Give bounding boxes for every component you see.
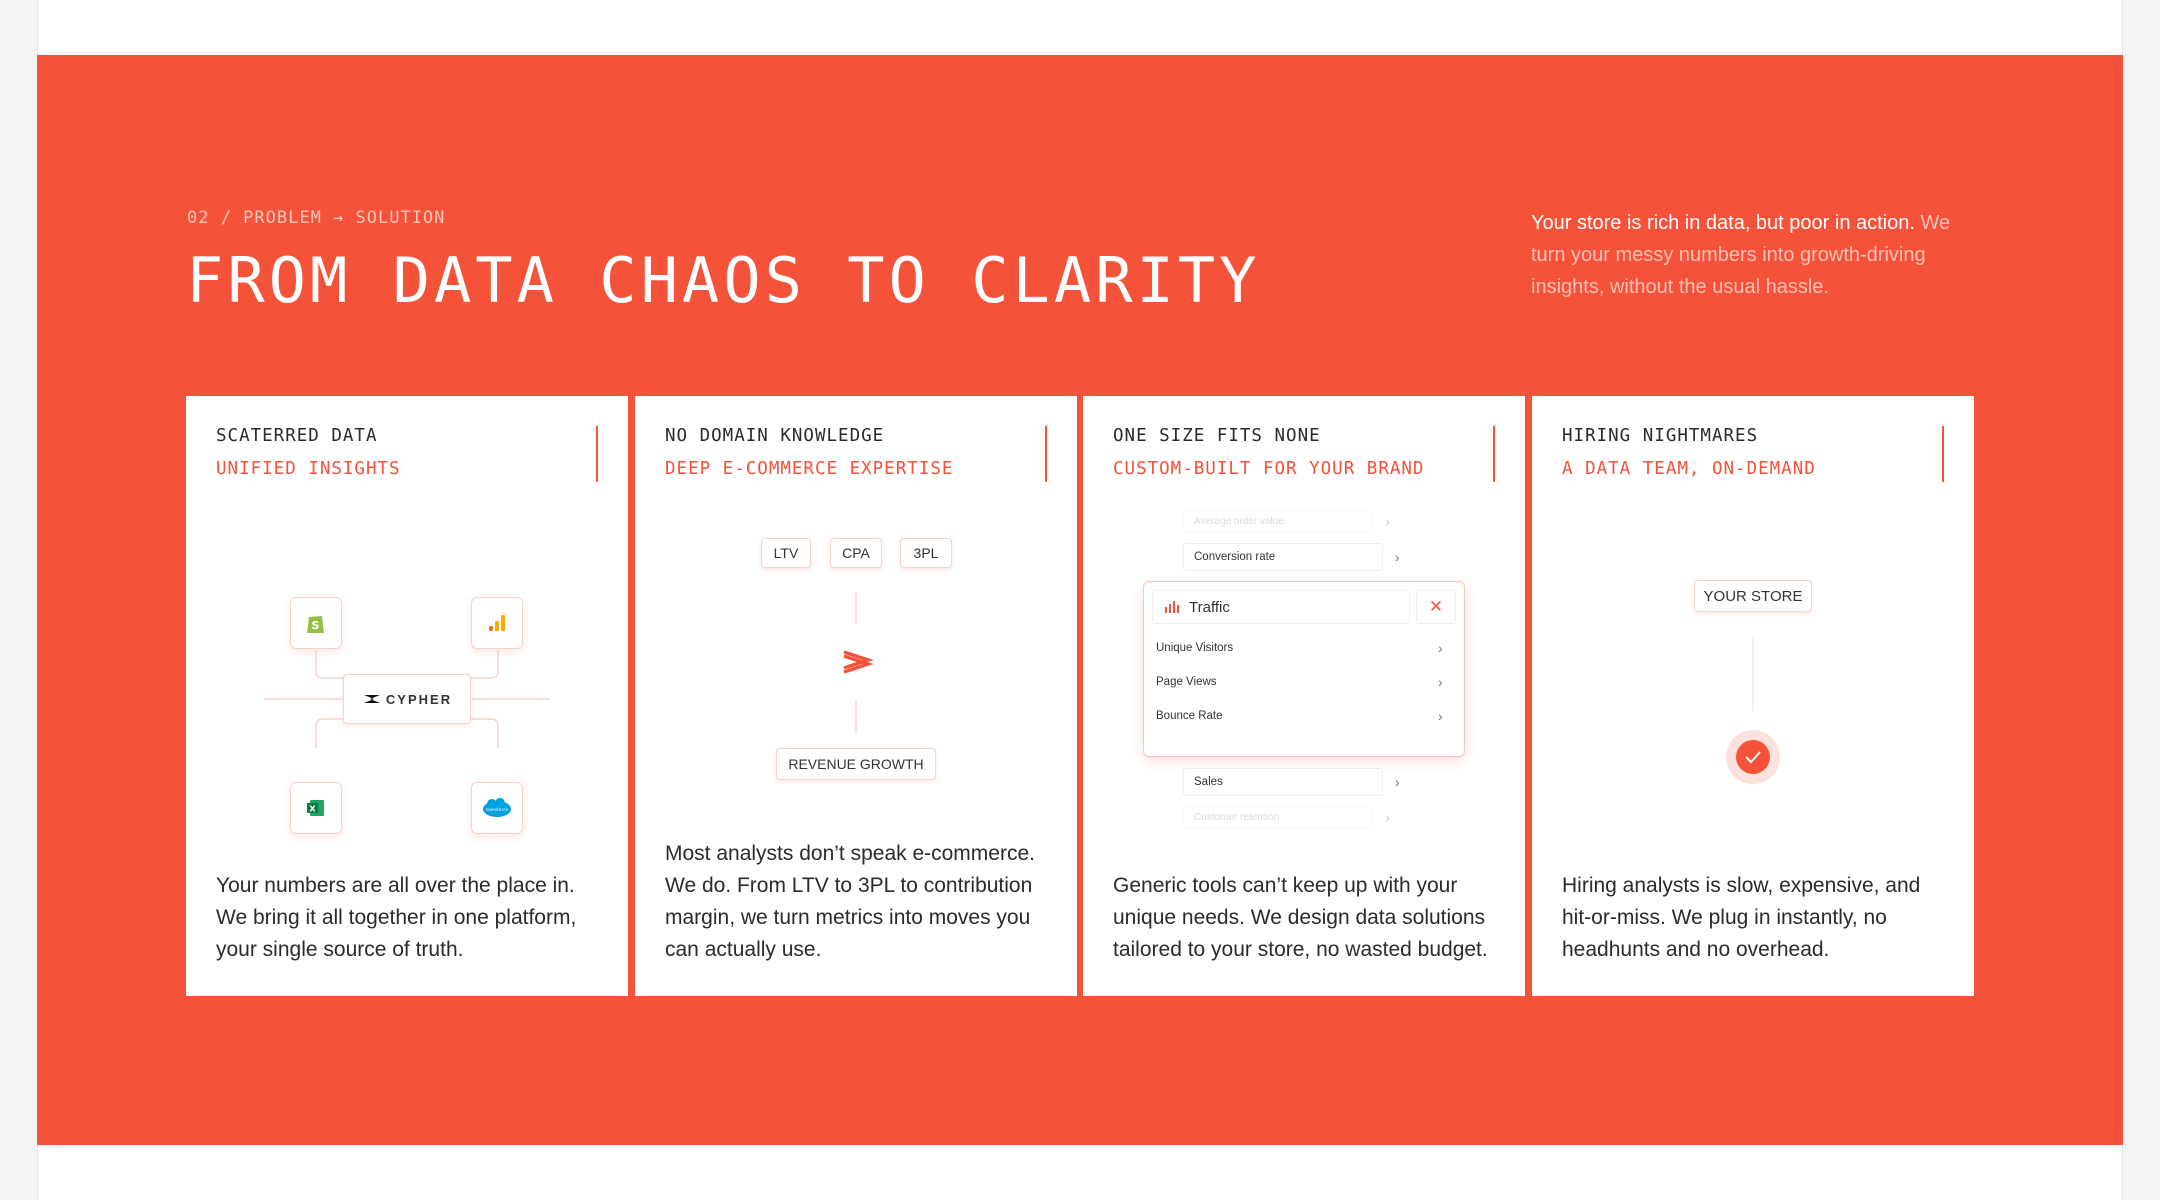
card-hiring: [1532, 396, 1974, 996]
card-title: NO DOMAIN KNOWLEDGE: [665, 426, 885, 446]
custom-menu-illustration: [1083, 496, 1525, 886]
on-demand-illustration: [1532, 496, 1974, 886]
card-accent-bar: [596, 426, 598, 482]
unified-sources-illustration: [186, 496, 628, 886]
cypher-mark-icon: [844, 652, 868, 672]
expertise-illustration: [635, 496, 1077, 886]
metric-chip: LTV: [761, 538, 811, 568]
chevron-right-icon: ›: [1385, 809, 1390, 825]
menu-row: [1183, 510, 1390, 532]
card-title: SCATERRED DATA: [216, 426, 378, 446]
intro-rest: We turn your messy numbers into growth-driving insights, without the usual hassle.: [1531, 212, 1951, 298]
your-store-chip: YOUR STORE: [1694, 580, 1812, 612]
section-title: FROM DATA CHAOS TO CLARITY: [186, 244, 1261, 317]
card-accent-bar: [1942, 426, 1944, 482]
traffic-panel-header: [1152, 590, 1410, 624]
chevron-right-icon: ›: [1438, 708, 1443, 724]
panel-row[interactable]: [1156, 640, 1443, 656]
card-title: HIRING NIGHTMARES: [1562, 426, 1759, 446]
menu-row-label: Customer retention: [1183, 806, 1373, 828]
card-domain-knowledge: [635, 396, 1077, 996]
menu-row-label: Conversion rate: [1183, 543, 1383, 571]
panel-row[interactable]: [1156, 674, 1443, 690]
card-body: Generic tools can’t keep up with your unique needs. We design data solutions tailored to your store, no wasted budget.: [1113, 874, 1488, 961]
check-circle: [1736, 740, 1770, 774]
salesforce-icon: [471, 782, 523, 834]
close-icon[interactable]: ✕: [1416, 590, 1456, 624]
traffic-panel-title: Traffic: [1189, 598, 1230, 616]
section-intro: [1531, 207, 1971, 303]
svg-text:X: X: [309, 804, 316, 814]
card-header: [1113, 426, 1495, 479]
card-subtitle: A DATA TEAM, ON-DEMAND: [1562, 459, 1816, 479]
panel-row-label: Page Views: [1156, 676, 1217, 688]
flow-lines: [635, 496, 1077, 886]
chevron-right-icon: ›: [1438, 674, 1443, 690]
menu-row: [1183, 768, 1400, 796]
menu-row-label: Average order value: [1183, 510, 1373, 532]
panel-row-label: Unique Visitors: [1156, 642, 1234, 654]
section-eyebrow: 02 / PROBLEM → SOLUTION: [187, 208, 446, 228]
menu-row: [1183, 543, 1400, 571]
card-scattered-data: [186, 396, 628, 996]
card-subtitle: CUSTOM-BUILT FOR YOUR BRAND: [1113, 459, 1425, 479]
card-title: ONE SIZE FITS NONE: [1113, 426, 1321, 446]
card-body: Most analysts don’t speak e-commerce. We do. From LTV to 3PL to contribution margin, we turn metrics into moves you can actually use.: [665, 842, 1035, 961]
card-subtitle: UNIFIED INSIGHTS: [216, 459, 401, 479]
card-header: [216, 426, 598, 479]
revenue-growth-chip: REVENUE GROWTH: [776, 748, 936, 780]
metric-chip: CPA: [830, 538, 882, 568]
connector-line: [1532, 496, 1974, 886]
chevron-right-icon: ›: [1438, 640, 1443, 656]
panel-row[interactable]: [1156, 708, 1443, 724]
chevron-right-icon: ›: [1395, 549, 1400, 565]
intro-lead: Your store is rich in data, but poor in action.: [1531, 212, 1915, 234]
chevron-right-icon: ›: [1395, 774, 1400, 790]
traffic-panel: [1143, 581, 1465, 757]
excel-icon: [290, 782, 342, 834]
card-header: [1562, 426, 1944, 479]
analytics-icon: [471, 597, 523, 649]
card-body: Hiring analysts is slow, expensive, and hit-or-miss. We plug in instantly, no headhunts and no overhead.: [1562, 874, 1921, 961]
card-header: [665, 426, 1047, 479]
card-subtitle: DEEP E-COMMERCE EXPERTISE: [665, 459, 954, 479]
metric-chip: 3PL: [900, 538, 952, 568]
shopify-icon: [290, 597, 342, 649]
menu-row-label: Sales: [1183, 768, 1383, 796]
chevron-right-icon: ›: [1385, 513, 1390, 529]
cypher-logo-icon: [362, 692, 382, 706]
menu-row: [1183, 806, 1390, 828]
bar-chart-icon: [1165, 601, 1179, 613]
salesforce-wordmark: salesforce: [485, 808, 509, 813]
cypher-hub: [343, 674, 471, 724]
panel-row-label: Bounce Rate: [1156, 710, 1223, 722]
card-body: Your numbers are all over the place in. We bring it all together in one platform, your single source of truth.: [216, 874, 577, 961]
svg-text:S: S: [311, 619, 320, 632]
hub-label: CYPHER: [385, 691, 453, 707]
card-accent-bar: [1045, 426, 1047, 482]
card-one-size: [1083, 396, 1525, 996]
card-accent-bar: [1493, 426, 1495, 482]
